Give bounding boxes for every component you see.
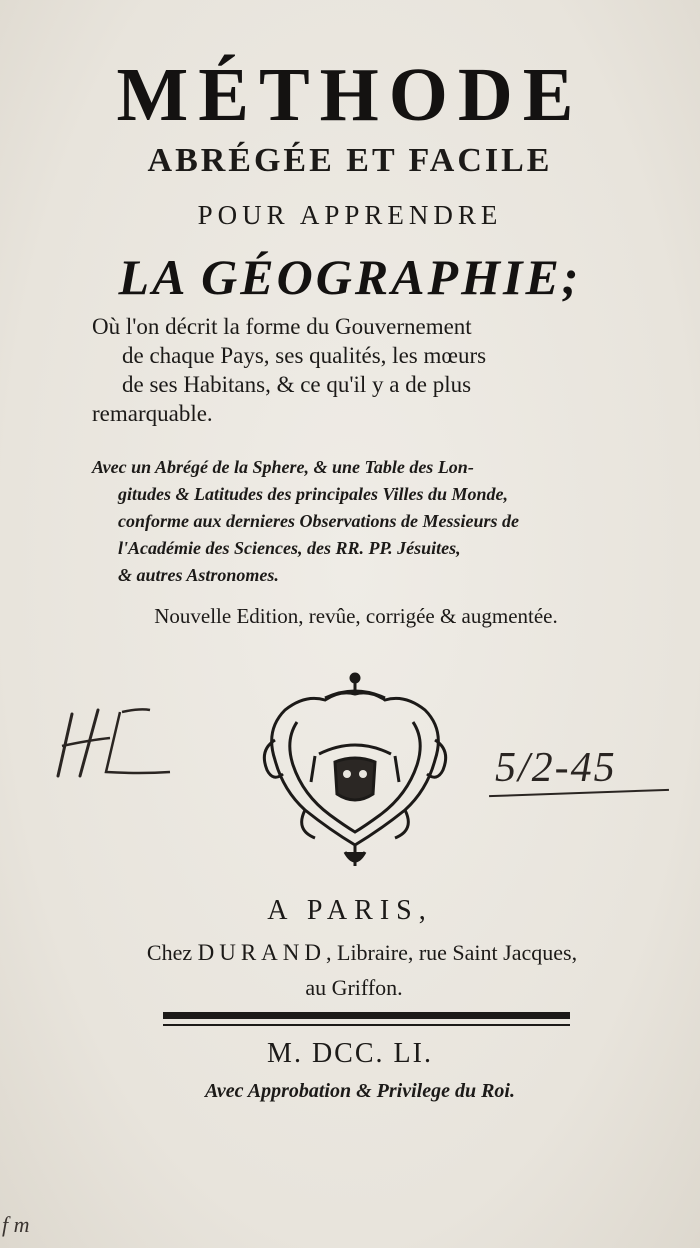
description-block	[92, 312, 632, 428]
handwritten-mark-left	[50, 700, 180, 790]
imprint-date: M. DCC. LI.	[267, 1038, 433, 1069]
edition-note: Nouvelle Edition, revûe, corrigée & augmentée.	[154, 604, 558, 628]
description-line: de ses Habitans, & ce qu'il y a de plus	[122, 372, 472, 397]
printers-ornament-icon	[255, 670, 455, 870]
title-geographie: LA GÉOGRAPHIE;	[118, 249, 582, 305]
description-line: de chaque Pays, ses qualités, les mœurs	[122, 343, 487, 368]
supplement-line: & autres Astronomes.	[118, 565, 279, 585]
corner-annotation: f m	[2, 1212, 30, 1237]
title-abregee: ABRÉGÉE ET FACILE	[147, 142, 553, 179]
handwritten-h-icon	[50, 700, 180, 790]
privilege-line: Avec Approbation & Privilege du Roi.	[205, 1080, 515, 1102]
imprint-publisher	[12, 940, 700, 966]
supplement-line: conforme aux dernieres Observations de Messieurs de	[118, 511, 519, 531]
publisher-name: DURAND	[197, 940, 326, 965]
supplement-line: gitudes & Latitudes des principales Villes du Monde,	[118, 484, 509, 504]
supplement-line: Avec un Abrégé de la Sphere, & une Table des Lon-	[92, 457, 474, 477]
publisher-prefix: Chez	[146, 940, 198, 965]
imprint-sign: au Griffon.	[305, 975, 403, 1000]
description-line: remarquable.	[92, 401, 213, 426]
title-pour-apprendre: POUR APPRENDRE	[197, 200, 503, 230]
imprint-city: A PARIS,	[267, 895, 433, 926]
supplement-line: l'Académie des Sciences, des RR. PP. Jésuites,	[118, 538, 461, 558]
publisher-address: , Libraire, rue Saint Jacques,	[326, 940, 578, 965]
description-line: Où l'on décrit la forme du Gouvernement	[92, 314, 472, 339]
divider-thick	[163, 1012, 570, 1019]
handwritten-shelfmark	[495, 744, 617, 792]
supplement-block	[92, 454, 637, 589]
shelfmark-text: 5/2-45	[495, 745, 617, 791]
title-methode: MÉTHODE	[116, 53, 584, 137]
divider-thin	[163, 1024, 570, 1026]
